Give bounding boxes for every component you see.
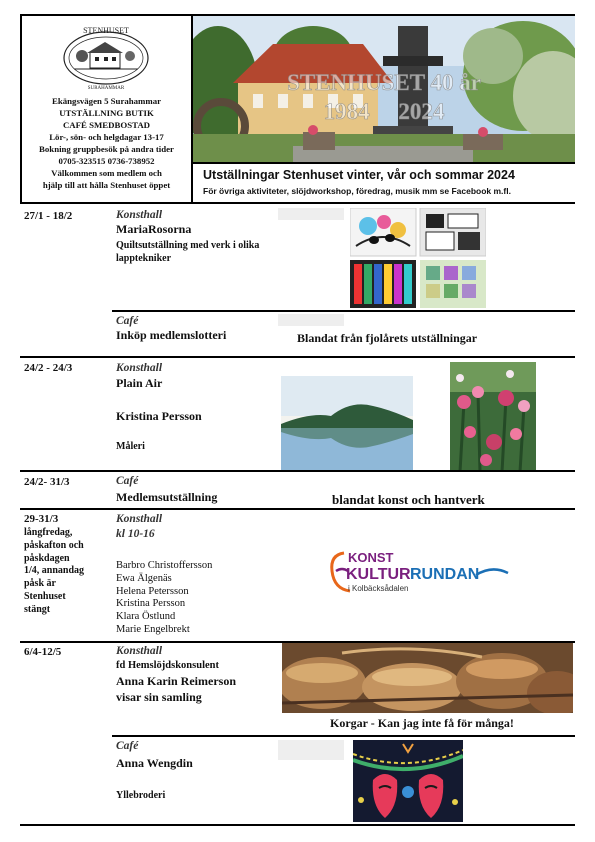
entry-3-date: 24/2 - 24/3 [24,362,73,374]
entry-7-title: Anna Wengdin [116,756,193,770]
flower-painting [450,362,536,472]
entry-6-title-line-1: fd Hemslöjdskonsulent [116,660,219,671]
banner-line-1: STENHUSET 40 år [287,70,481,95]
entry-6-title-line-2: Anna Karin Reimerson [116,674,236,688]
divider [20,470,575,472]
logo-line-3: i Kolbäcksådalen [348,584,409,593]
opening-hours: Lör-, sön- och helgdagar 13-17 [49,132,164,142]
entry-1-description: Quiltsutställning med verk i olika lapptekniker [116,240,260,264]
entry-5-date: 29-31/3 [24,513,59,525]
entry-4-date: 24/2- 31/3 [24,476,70,488]
logo-top-text: STENHUSET [83,26,129,35]
entry-6-category: Konsthall [116,645,163,657]
entry-6-caption: Korgar - Kan jag inte få för många! [330,716,514,730]
grey-spacer [278,208,344,220]
divider [20,824,575,826]
anniversary-banner [193,68,575,126]
subtitle-box [193,162,575,202]
facebook-note: För övriga aktiviteter, slöjdworkshop, föredrag, musik mm se Facebook m.fl. [203,186,511,196]
info-panel [22,16,193,202]
welcome-line-2: hjälp till att hålla Stenhuset öppet [42,180,171,190]
entry-3-artist: Kristina Persson [116,409,202,423]
entry-7-category: Café [116,740,139,752]
entry-4-title: Medlemsutställning [116,490,218,504]
header-box [20,14,575,204]
date-note-line: påskdagen [24,552,70,564]
divider [20,356,575,358]
entry-7-description: Yllebroderi [116,790,166,801]
divider [20,508,575,510]
divider [112,310,575,312]
embroidery-photo [353,740,463,822]
entry-3-description: Måleri [116,441,145,452]
welcome-line-1: Välkommen som medlem och [51,168,162,178]
logo-line-2a: KULTUR [346,566,411,583]
baskets-photo [282,643,573,713]
phone-numbers: 0705-323515 0736-738952 [58,156,155,166]
entry-2-caption: Blandat från fjolårets utställningar [297,331,478,345]
logo-line-1: KONST [348,550,394,565]
artist-name: Helena Petersson [116,585,189,597]
date-note-line: Stenhuset [24,590,66,602]
entry-1-title: MariaRosorna [116,222,192,236]
grey-spacer [278,740,344,760]
date-note-line: påskafton och [24,539,84,551]
season-subtitle: Utställningar Stenhuset vinter, vår och sommar 2024 [203,168,515,182]
entry-2-title: Inköp medlemslotteri [116,328,227,342]
quilt-images [350,208,486,308]
entry-3-title: Plain Air [116,376,163,390]
artist-name: Marie Engelbrekt [116,623,190,635]
date-note-line: 1/4, annandag [24,565,85,577]
entry-6-date: 6/4-12/5 [24,646,62,658]
artist-name: Kristina Persson [116,598,186,610]
banner-line-2: 1984 2024 [323,99,445,124]
stenhuset-logo [62,22,150,92]
entry-2-category: Café [116,315,139,327]
entry-4-category: Café [116,475,139,487]
info-exhibition-shop: UTSTÄLLNING BUTIK [59,108,154,118]
date-note-line: stängt [24,603,51,615]
address-line: Ekängsvägen 5 Surahammar [52,96,161,106]
date-note-line: långfredag, [24,527,73,538]
entry-5-artists [116,560,212,637]
date-note-line: påsk är [24,578,56,590]
logo-line-2b: RUNDAN [410,566,480,583]
lake-painting [281,376,413,470]
grey-spacer [278,314,344,326]
entry-1-date: 27/1 - 18/2 [24,210,73,222]
entry-6-title-line-3: visar sin samling [116,690,202,704]
artist-name: Klara Östlund [116,611,176,623]
artist-name: Ewa Älgenäs [116,572,172,584]
konstkulturrundan-logo [326,545,512,597]
entry-1-category: Konsthall [116,209,163,221]
artist-name: Barbro Christoffersson [116,560,213,571]
divider [112,735,575,737]
group-booking: Bokning gruppbesök på andra tider [39,144,174,154]
logo-bottom-text: SURAHAMMAR [87,86,125,91]
entry-4-caption: blandat konst och hantverk [332,492,485,507]
entry-5-time: kl 10-16 [116,528,155,540]
info-cafe: CAFÉ SMEDBOSTAD [62,120,151,130]
entry-5-category: Konsthall [116,513,163,525]
stenhuset-photo [193,16,575,162]
entry-3-category: Konsthall [116,362,163,374]
entry-5-date-note [24,527,84,617]
